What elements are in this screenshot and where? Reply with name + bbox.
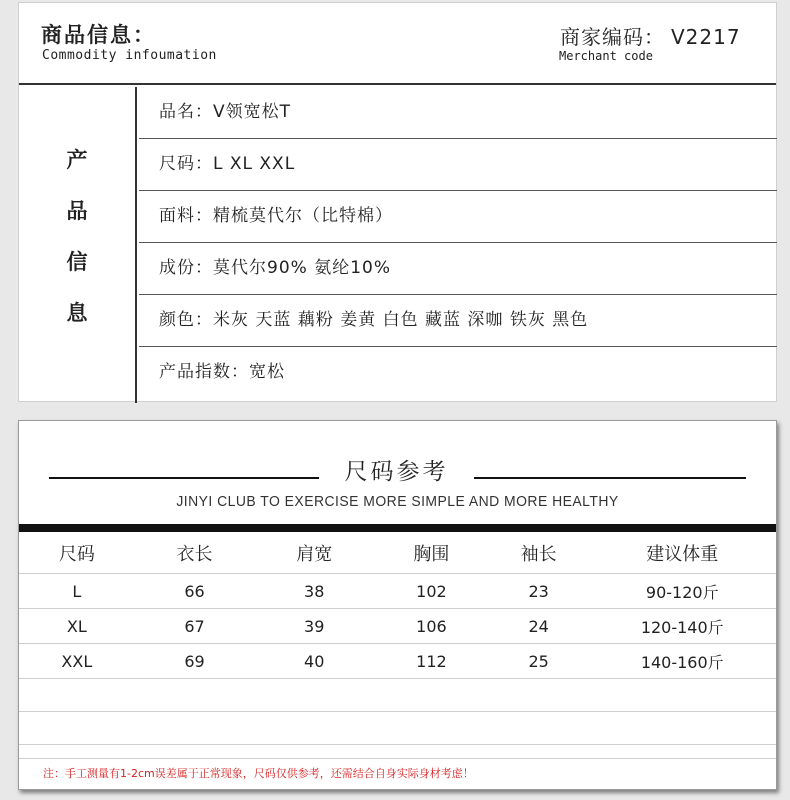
merchant-code-value: V2217 [671, 25, 741, 49]
size-slogan: JINYI CLUB TO EXERCISE MORE SIMPLE AND MORE HEALTHY [176, 493, 619, 510]
product-info-panel [18, 2, 777, 402]
side-label-char: 品 [66, 199, 88, 223]
cell-size: XXL [61, 651, 93, 671]
measurement-note: 注：手工测量有1-2cm误差属于正常现象，尺码仅供参考，还需结合自身实际身材考虑！ [19, 758, 776, 789]
info-row-name: 品名：V领宽松T [139, 87, 777, 139]
header-weight: 建议体重 [646, 543, 719, 565]
info-row-size: 尺码：L XL XXL [139, 139, 777, 191]
header-chest: 胸围 [413, 543, 450, 565]
merchant-code-subtitle: Merchant code [559, 49, 653, 63]
cell-weight: 90-120斤 [645, 582, 719, 602]
table-row-empty [19, 712, 776, 745]
info-subtitle: Commodity infoumation [42, 48, 217, 63]
size-heading [19, 421, 776, 521]
cell-length: 66 [184, 581, 205, 601]
side-label-char: 信 [66, 250, 88, 274]
size-reference-panel [18, 420, 777, 790]
side-label-char: 产 [66, 148, 88, 172]
header-length: 衣长 [176, 543, 213, 565]
cell-weight: 140-160斤 [640, 652, 724, 672]
cell-chest: 106 [416, 616, 447, 636]
cell-shoulder: 39 [304, 616, 325, 636]
heading-rule-left [49, 477, 319, 479]
size-table [19, 532, 776, 745]
info-header [19, 3, 776, 85]
cell-sleeve: 23 [528, 581, 549, 601]
side-label-char: 息 [66, 301, 88, 325]
header-sleeve: 袖长 [520, 543, 557, 565]
table-row [19, 609, 776, 644]
side-label-product-info [19, 87, 137, 403]
cell-sleeve: 25 [528, 651, 549, 671]
info-body [19, 87, 776, 403]
info-title: 商品信息： [41, 23, 156, 47]
merchant-code-label: 商家编码： [560, 25, 665, 49]
heading-rule-right [474, 477, 746, 479]
header-shoulder: 肩宽 [296, 543, 333, 565]
size-reference-title: 尺码参考 [344, 459, 449, 485]
table-row [19, 644, 776, 679]
cell-length: 67 [184, 616, 205, 636]
cell-chest: 102 [416, 581, 447, 601]
cell-shoulder: 40 [304, 651, 325, 671]
cell-sleeve: 24 [528, 616, 549, 636]
size-divider-bar [19, 524, 776, 532]
info-row-fabric: 面料：精梳莫代尔（比特棉） [139, 191, 777, 243]
info-row-composition: 成份：莫代尔90% 氨纶10% [139, 243, 777, 295]
cell-shoulder: 38 [304, 581, 325, 601]
cell-size: XL [66, 616, 87, 636]
cell-size: L [72, 581, 82, 601]
cell-length: 69 [184, 651, 205, 671]
table-row [19, 574, 776, 609]
merchant-code [560, 21, 741, 50]
info-row-colors: 颜色：米灰 天蓝 藕粉 姜黄 白色 藏蓝 深咖 铁灰 黑色 [139, 295, 777, 347]
cell-chest: 112 [416, 651, 447, 671]
info-rows [139, 87, 777, 403]
cell-weight: 120-140斤 [640, 617, 724, 637]
table-row-empty [19, 679, 776, 712]
header-size: 尺码 [58, 543, 95, 565]
size-table-header [19, 532, 776, 574]
info-row-fit: 产品指数：宽松 [159, 362, 285, 382]
